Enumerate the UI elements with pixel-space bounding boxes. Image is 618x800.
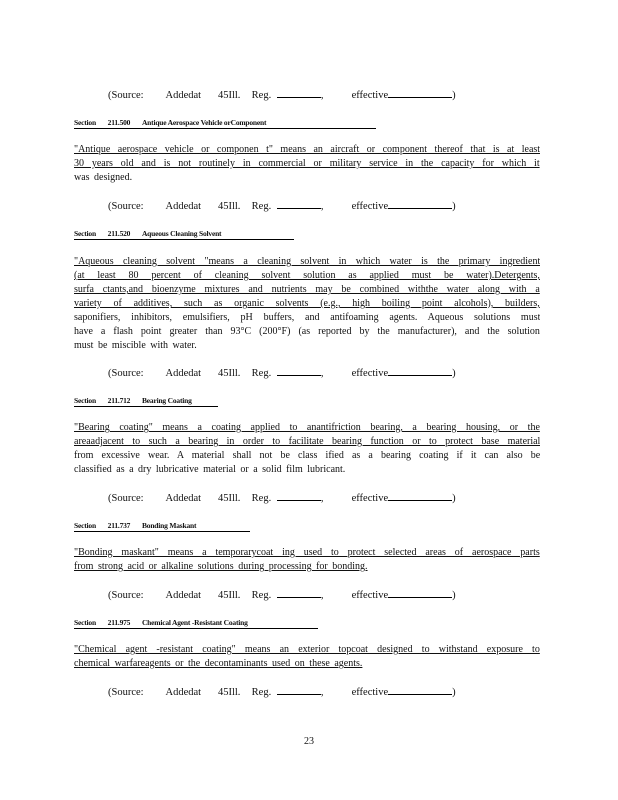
page-number: 23 [304,736,314,747]
definition-paragraph: "Bearing coating" means a coating applied to anantifriction bearing, a bearing housing, or the areaadjacent to such a bearing in order to facilitate bearing function or to protect base material from excessive wear. A material shall not be class ified as a bearing coating if it can also be classified as a dry lubricative material or a solid film lubricant. [74,422,540,475]
section-heading: Section 211.520 Aqueous Cleaning Solvent [74,229,294,240]
source-note: (Source: Addedat 45Ill. Reg. , effective ) [108,90,456,101]
source-note: (Source: Addedat 45Ill. Reg. , effective ) [108,493,456,504]
source-note: (Source: Addedat 45Ill. Reg. , effective ) [108,687,456,698]
section-heading: Section 211.712 Bearing Coating [74,396,218,407]
definition-paragraph: "Bonding maskant" means a temporarycoat ing used to protect selected areas of aerospace parts from strong acid or alkaline solutions during processing for bonding. [74,547,540,572]
source-note: (Source: Addedat 45Ill. Reg. , effective ) [108,590,456,601]
definition-paragraph: "Aqueous cleaning solvent "means a cleaning solvent in which water is the primary ingredient (at least 80 percent of cleaning solvent solution as applied must be water).Detergents, surfa ctants,and bioenzyme mixtures and nutrients may be combined withthe water along with a variety of additives, such as organic solvents (e.g., high boiling point alcohols), builders, saponifiers, inhibitors, emulsifiers, pH buffers, and antifoaming agents. Aqueous solutions must have a flash point greater than 93°C (200°F) (as reported by the manufacturer), and the solution must be miscible with water. [74,256,540,351]
section-heading: Section 211.975 Chemical Agent -Resistant Coating [74,618,318,629]
source-note: (Source: Addedat 45Ill. Reg. , effective ) [108,368,456,379]
section-heading: Section 211.737 Bonding Maskant [74,521,250,532]
source-note: (Source: Addedat 45Ill. Reg. , effective ) [108,201,456,212]
definition-paragraph: "Chemical agent -resistant coating" means an exterior topcoat designed to withstand exposure to chemical warfareagents or the decontaminants used on these agents. [74,644,540,669]
definition-paragraph: "Antique aerospace vehicle or componen t" means an aircraft or component thereof that is at least 30 years old and is not routinely in commercial or military service in the capacity for which it was designed. [74,144,540,183]
section-heading: Section 211.500 Antique Aerospace Vehicle orComponent [74,118,376,129]
